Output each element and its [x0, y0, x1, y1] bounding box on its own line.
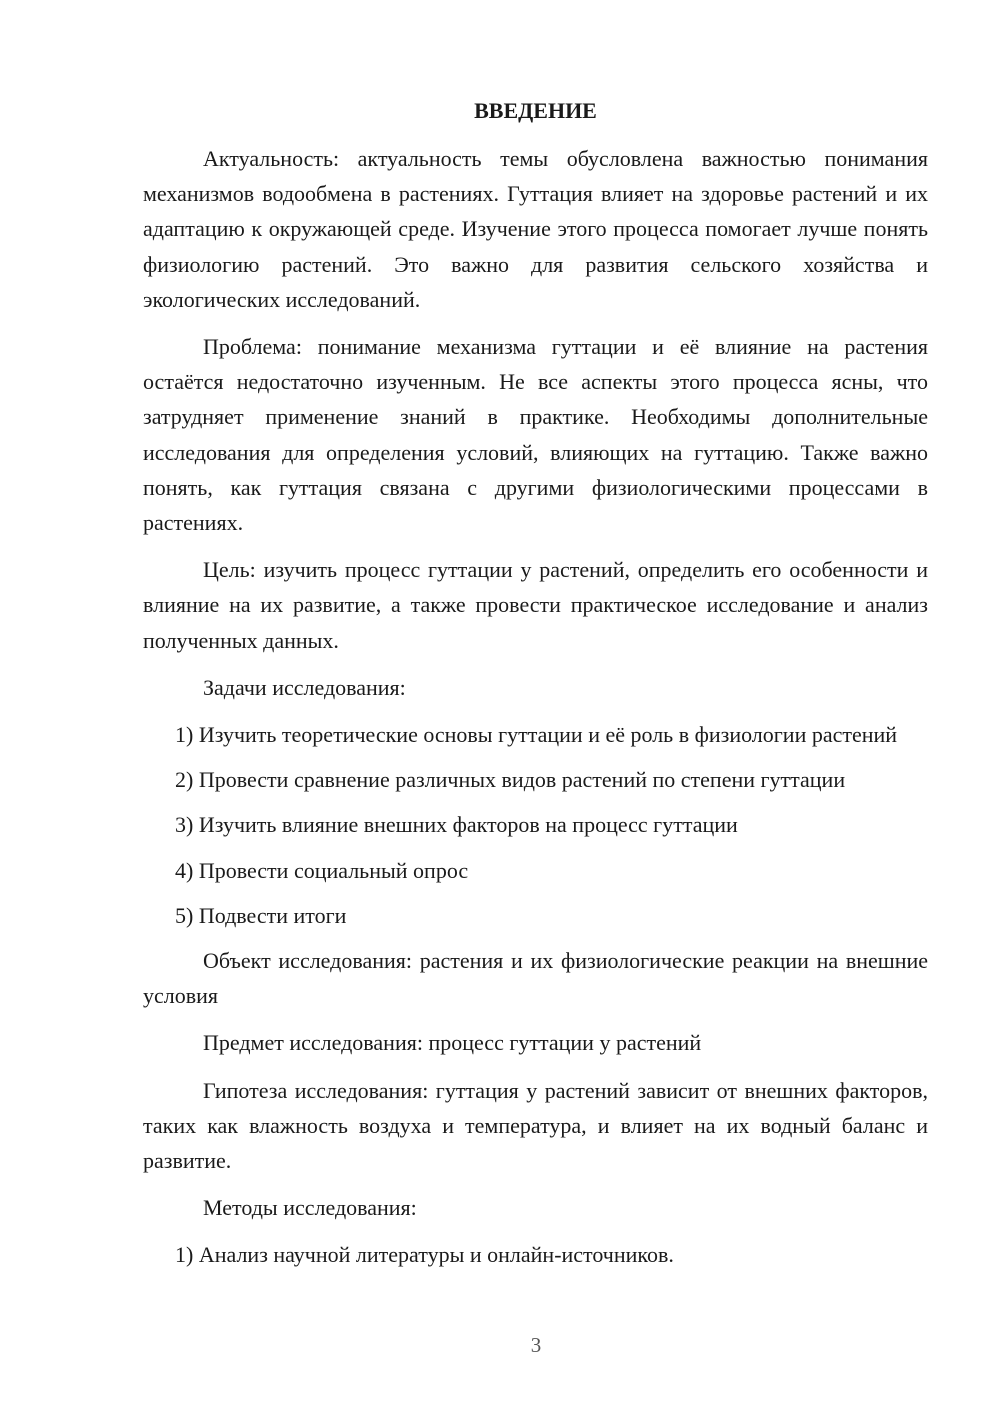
problem-paragraph: Проблема: понимание механизма гуттации и её влияние на растения остаётся недостаточно изученным. Не все аспекты этого процесса ясны, что затрудняет применение знаний в практике. Необходимы дополнительные исследования для определения условий, влияющих на гуттацию. Также важно понять, как гуттация связана с другими физиологическими процессами в растениях. — [143, 334, 928, 536]
subject-paragraph: Предмет исследования: процесс гуттации у растений — [203, 1030, 702, 1056]
tasks-heading: Задачи исследования: — [203, 674, 406, 700]
document-page — [143, 96, 928, 1283]
hypothesis-paragraph: Гипотеза исследования: гуттация у растений зависит от внешних факторов, таких как влажность воздуха и температура, и влияет на их водный баланс и развитие. — [143, 1077, 928, 1174]
task-item-5: 5) Подвести итоги — [175, 902, 347, 928]
task-item-3: 3) Изучить влияние внешних факторов на процесс гуттации — [175, 812, 738, 838]
method-item-1: 1) Анализ научной литературы и онлайн-источников. — [175, 1242, 674, 1268]
task-item-1: 1) Изучить теоретические основы гуттации и её роль в физиологии растений — [175, 722, 898, 748]
section-title: ВВЕДЕНИЕ — [474, 98, 597, 123]
task-item-4: 4) Провести социальный опрос — [175, 857, 469, 883]
page-number: 3 — [530, 1333, 542, 1357]
object-paragraph: Объект исследования: растения и их физиологические реакции на внешние условия — [143, 948, 928, 1009]
relevance-paragraph: Актуальность: актуальность темы обусловлена важностью понимания механизмов водообмена в растениях. Гуттация влияет на здоровье растений и их адаптацию к окружающей среде. Изучение этого процесса помогает лучше понять физиологию растений. Это важно для развития сельского хозяйства и экологических исследований. — [143, 146, 928, 312]
goal-paragraph: Цель: изучить процесс гуттации у растений, определить его особенности и влияние на их развитие, а также провести практическое исследование и анализ полученных данных. — [143, 557, 928, 653]
task-item-2: 2) Провести сравнение различных видов растений по степени гуттации — [175, 767, 846, 793]
methods-heading: Методы исследования: — [203, 1195, 417, 1221]
